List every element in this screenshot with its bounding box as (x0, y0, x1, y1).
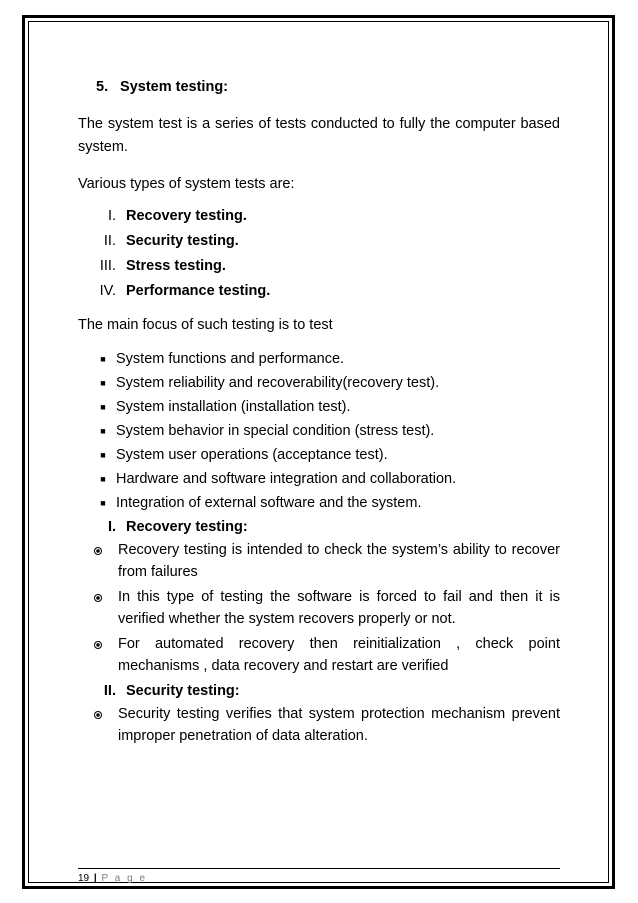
circle-bullet-icon (78, 703, 118, 719)
list-item (78, 254, 560, 279)
page-label: P a g e (101, 873, 148, 884)
subsection-heading (78, 679, 560, 703)
square-bullet-icon: ■ (100, 425, 106, 436)
circle-bullet-icon (78, 586, 118, 602)
list-item (78, 467, 560, 491)
subsection-heading (78, 515, 560, 539)
test-types-list (78, 204, 560, 304)
subsection-title: Security testing: (126, 682, 240, 699)
square-bullet-icon: ■ (100, 497, 106, 508)
square-bullet-icon: ■ (100, 377, 106, 388)
list-number: I. (107, 208, 116, 224)
circle-bullet-icon (78, 539, 118, 555)
list-item (78, 347, 560, 371)
list-label: System user operations (acceptance test). (116, 446, 388, 463)
list-label: System functions and performance. (116, 350, 345, 367)
list-number: II. (103, 233, 116, 249)
focus-intro: The main focus of such testing is to test (78, 317, 333, 333)
list-label: Recovery testing. (126, 208, 247, 224)
list-number: III. (99, 258, 116, 274)
footer-divider (78, 868, 560, 869)
types-intro: Various types of system tests are: (78, 176, 295, 192)
list-item (78, 395, 560, 419)
list-label: Security testing. (126, 233, 239, 249)
page-number: 19 (78, 873, 90, 884)
list-label: In this type of testing the software is forced to fail and then it is verified whether the system recovers properly or not. (118, 589, 560, 627)
focus-list (78, 347, 560, 515)
square-bullet-icon: ■ (100, 353, 106, 364)
list-item (78, 371, 560, 395)
list-label: System reliability and recoverability(recovery test). (116, 374, 440, 391)
list-item (78, 204, 560, 229)
intro-paragraph: The system test is a series of tests conducted to fully the computer based system. (78, 116, 560, 155)
list-label: Performance testing. (126, 283, 271, 299)
subsection-number: II. (103, 682, 116, 699)
heading-title: System testing: (120, 79, 229, 95)
square-bullet-icon: ■ (100, 449, 106, 460)
list-label: System behavior in special condition (stress test). (116, 422, 435, 439)
heading-number: 5. (96, 79, 109, 95)
list-item (78, 229, 560, 254)
list-label: Stress testing. (126, 258, 226, 274)
list-item (78, 586, 560, 630)
subsection-number: I. (107, 518, 116, 535)
list-number: IV. (99, 283, 116, 299)
list-item (78, 703, 560, 747)
list-label: Hardware and software integration and collaboration. (116, 470, 457, 487)
footer-separator: | (93, 873, 97, 884)
list-item (78, 633, 560, 677)
list-label: For automated recovery then reinitialization , check point mechanisms , data recovery and restart are verified (118, 636, 560, 674)
section-heading (96, 76, 560, 99)
list-item (78, 491, 560, 515)
list-label: Security testing verifies that system protection mechanism prevent improper penetration of data alteration. (118, 706, 560, 744)
document-body (78, 76, 560, 747)
list-item (78, 539, 560, 583)
list-item (78, 279, 560, 304)
page-footer (78, 873, 147, 884)
list-label: Integration of external software and the system. (116, 494, 422, 511)
list-label: Recovery testing is intended to check the system’s ability to recover from failures (118, 542, 560, 580)
circle-bullet-icon (78, 633, 118, 649)
square-bullet-icon: ■ (100, 401, 106, 412)
recovery-points (78, 539, 560, 677)
subsection-title: Recovery testing: (126, 518, 248, 535)
list-item (78, 419, 560, 443)
list-item (78, 443, 560, 467)
square-bullet-icon: ■ (100, 473, 106, 484)
list-label: System installation (installation test). (116, 398, 351, 415)
security-points (78, 703, 560, 747)
